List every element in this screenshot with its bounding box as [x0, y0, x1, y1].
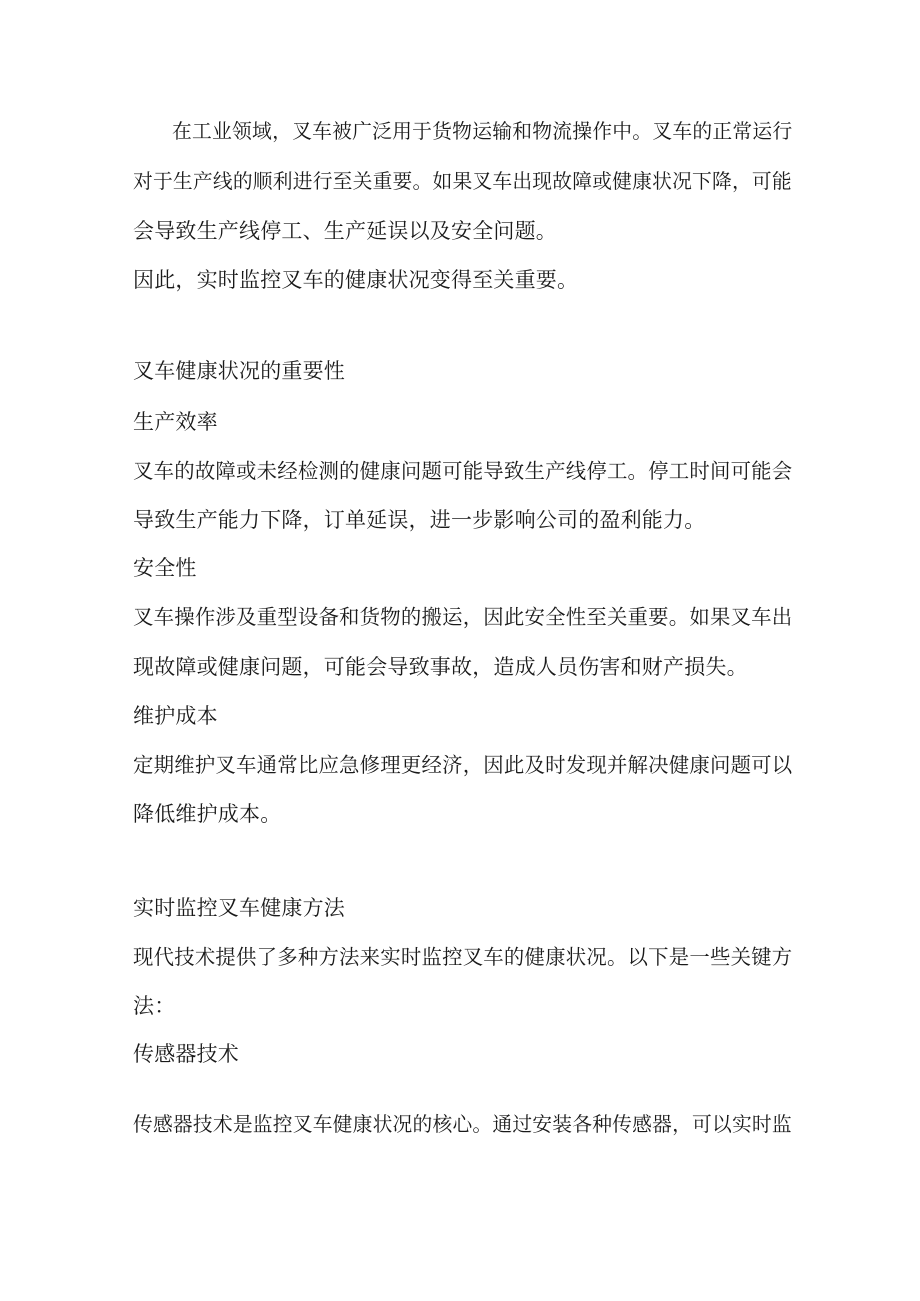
- cost-line-1: 定期维护叉车通常比应急修理更经济，因此及时发现并解决健康问题可以: [133, 753, 793, 777]
- cost-line-2: 降低维护成本。: [133, 802, 282, 826]
- methods-intro-line-2: 法：: [133, 994, 176, 1018]
- section-heading-importance: 叉车健康状况的重要性: [133, 359, 345, 383]
- safety-line-2: 现故障或健康问题，可能会导致事故，造成人员伤害和财产损失。: [133, 655, 748, 679]
- subheading-efficiency: 生产效率: [133, 410, 218, 434]
- subheading-cost: 维护成本: [133, 704, 218, 728]
- efficiency-line-2: 导致生产能力下降，订单延误，进一步影响公司的盈利能力。: [133, 508, 706, 532]
- intro-line-1: 在工业领域，叉车被广泛用于货物运输和物流操作中。叉车的正常运行: [172, 120, 793, 143]
- section-heading-methods: 实时监控叉车健康方法: [133, 896, 345, 920]
- subheading-safety: 安全性: [133, 556, 197, 580]
- methods-intro-line-1: 现代技术提供了多种方法来实时监控叉车的健康状况。以下是一些关键方: [133, 945, 793, 969]
- intro-line-3: 会导致生产线停工、生产延误以及安全问题。: [133, 219, 557, 243]
- safety-line-1: 叉车操作涉及重型设备和货物的搬运，因此安全性至关重要。如果叉车出: [133, 605, 793, 629]
- efficiency-line-1: 叉车的故障或未经检测的健康问题可能导致生产线停工。停工时间可能会: [133, 459, 793, 483]
- sensor-line-1: 传感器技术是监控叉车健康状况的核心。通过安装各种传感器，可以实时监: [133, 1113, 792, 1136]
- intro-line-2: 对于生产线的顺利进行至关重要。如果叉车出现故障或健康状况下降，可能: [133, 170, 792, 193]
- intro-paragraph-2: 因此，实时监控叉车的健康状况变得至关重要。: [133, 268, 579, 292]
- subheading-sensor: 传感器技术: [133, 1042, 239, 1066]
